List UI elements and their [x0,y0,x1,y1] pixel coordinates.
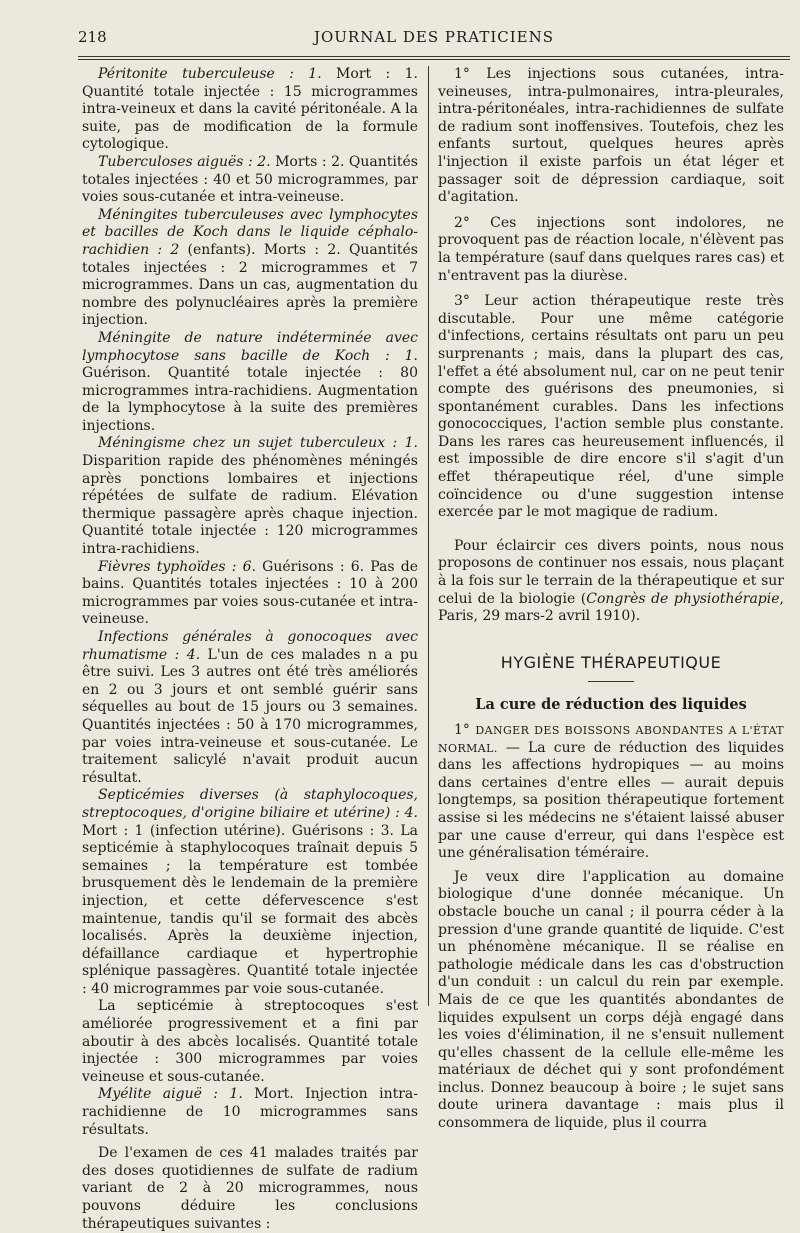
paragraph [82,1086,418,1139]
paragraph: 1° Les injections sous cutanées, intra-veineuses, intra-pulmonaires, intra-pleurales, intra-péritonéales, intra-rachidiennes de sulfate de radium sont inoffensives. Toutefois, chez les enfants surtout, quelques heures après l'injection il existe parfois un état léger et passager soit de dépression cardiaque, soit d'agitation. [438,66,784,206]
paragraph [82,559,418,629]
paragraph [82,435,418,558]
case-label: Septicémies diverses (à staphylocoques, streptocoques, d'origine biliaire et utérine) : 4. [82,787,418,821]
section-heading: DANGER DES BOISSONS ABONDANTES A L'ÉTAT NORMAL. [438,724,784,755]
header-rule [78,56,790,60]
text-run: 1° [454,722,476,738]
column-divider [428,66,429,1006]
paragraph [438,722,784,863]
case-text: L'un de ces malades n a pu être suivi. Les 3 autres ont été très améliorés en 2 ou 3 jours et ont semblé guérir sans séquelles au bout de 15 jours ou 3 semaines. Quantités injectées : 50 à 170 microgrammes, par voies intra-veineuse et sous-cutanée. Le traitement salicylé n'avait produit aucun résultat. [82,646,418,786]
left-column [82,66,418,1233]
case-text: Disparition rapide des phénomènes méningés après ponctions lombaires et injections répétées de sulfate de radium. Elévation thermique passagère après chaque injection. Quantité totale injectée : 120 microgrammes intra-rachidiens. [82,453,418,558]
paragraph: 3° Leur action thérapeutique reste très discutable. Pour une même catégorie d'infections, certains résultats ont paru un peu surprenants ; mais, dans la plupart des cas, l'effet a été absolument nul, car on ne peut tenir compte des guérisons des pneumonies, si spontanément curables. Dans les infections gonococciques, l'action semble plus constante. Dans les rares cas heureusement influencés, il est impossible de dire encore s'il s'agit d'un effet thérapeutique réel, d'une simple coïncidence ou d'une suggestion intense exercée par le mot magique de radium. [438,293,784,521]
case-label: Méningite de nature indéterminée avec lymphocytose sans bacille de Koch : 1. [82,329,418,364]
case-text: Mort : 1. Quantité totale injectée : 15 microgrammes intra-veineux et dans la cavité péritonéale. A la suite, pas de modification de la formule cytologique. [82,66,418,153]
paragraph: 2° Ces injections sont indolores, ne provoquent pas de réaction locale, n'élèvent pas la température (sauf dans quelques rares cas) et n'entravent pas la diurèse. [438,214,784,284]
paragraph: La septicémie à streptocoques s'est améliorée progressivement et a fini par aboutir à des abcès localisés. Quantité totale injectée : 300 microgrammes par voies veineuse et sous-cutanée. [82,998,418,1085]
case-text: Morts : 2. Quantités totales injectées : 40 et 50 microgrammes, par voies sous-cutanée et intra-veineuse. [82,153,418,206]
case-label: Méningites tuberculeuses avec lymphocytes et bacilles de Koch dans le liquide céphalo-rachidien : 2 [82,206,418,258]
right-column [438,66,784,1133]
case-label: Tuberculoses aiguës : 2. [98,153,271,170]
paragraph [438,538,784,626]
article-subtitle: La cure de réduction des liquides [475,696,747,714]
case-text: Mort : 1 (infection utérine). Guérisons : 3. La septicémie à staphylocoques traînait depuis 5 semaines ; la température est tombée brusquement dès le lendemain de la première injection, et cette défervescence s'est maintenue, tandis qu'il se formait des abcès localisés. Après la deuxième injection, défaillance cardiaque et hypertrophie splénique passagères. Quantité totale injectée : 40 microgrammes par voie sous-cutanée. [82,822,418,997]
paragraph [82,66,418,154]
text-run: Pour éclaircir ces divers points, nous nous proposons de continuer nos essais, nous plaçant à la fois sur le terrain de la thérapeutique et sur celui de la biologie ( [438,537,784,607]
paragraph: De l'examen de ces 41 malades traités par des doses quotidiennes de sulfate de radium variant de 2 à 20 microgrammes, nous pouvons déduire les conclusions thérapeutiques suivantes : [82,1145,418,1232]
case-text: Mort. Injection intra-rachidienne de 10 microgrammes sans résultats. [82,1086,418,1138]
section-rule [588,681,634,682]
paragraph [82,207,418,330]
case-label: Méningisme chez un sujet tuberculeux : 1. [98,435,418,452]
paragraph [82,629,418,787]
case-text: Guérison. Quantité totale injectée : 80 microgrammes intra-rachidiens. Augmentation de la lymphocytose à la suite des premières injections. [82,365,418,434]
paragraph [82,154,418,207]
case-label: Myélite aiguë : 1. [98,1086,243,1103]
page-header [78,28,790,52]
case-text: (enfants). Morts : 2. Quantités totales injectées : 2 microgrammes et 7 microgrammes. Dans un cas, augmentation du nombre des polynucléaires après la première injection. [82,241,418,329]
case-label: Péritonite tuberculeuse : 1. [98,66,322,82]
case-label: Infections générales à gonocoques avec rhumatisme : 4. [82,629,418,663]
paragraph [82,787,418,998]
case-label: Fièvres typhoïdes : 6. [98,558,256,575]
section-title: HYGIÈNE THÉRAPEUTIQUE [500,652,722,672]
page-number: 218 [78,28,107,46]
paragraph [82,330,418,436]
case-text: Guérisons : 6. Pas de bains. Quantités totales injectées : 10 à 200 microgrammes par voies sous-cutanée et intra-veineuse. [82,558,418,628]
journal-title: JOURNAL DES PRATICIENS [313,28,555,46]
text-run: — La cure de réduction des liquides dans les affections hydropiques — au moins dans certaines d'entre elles — aurait depuis longtemps, sa position thérapeutique fortement assise si les médecins ne s'étaient laissé abuser par une cause d'erreur, qui dans l'espèce est une généralisation téméraire. [438,739,784,862]
citation: Congrès de physiothérapie [586,590,780,607]
text-run: , Paris, 29 mars-2 avril 1910). [438,590,784,625]
paragraph: Je veux dire l'application au domaine biologique d'une donnée mécanique. Un obstacle bouche un canal ; il pourra céder à la pression d'une grande quantité de liquide. C'est un phénomène mécanique. Il se réalise en pathologie médicale dans les cas d'obstruction d'un conduit : un calcul du rein par exemple. Mais de ce que les quantités abondantes de liquides expulsent un corps déjà engagé dans les voies d'élimination, il ne s'ensuit nullement qu'elles chassent de la cellule elle-même les matériaux de déchet qui y sont profondément inclus. Donnez beaucoup à boire ; le sujet sans doute urinera davantage : mais plus il consommera de liquide, plus il courra [438,868,784,1132]
